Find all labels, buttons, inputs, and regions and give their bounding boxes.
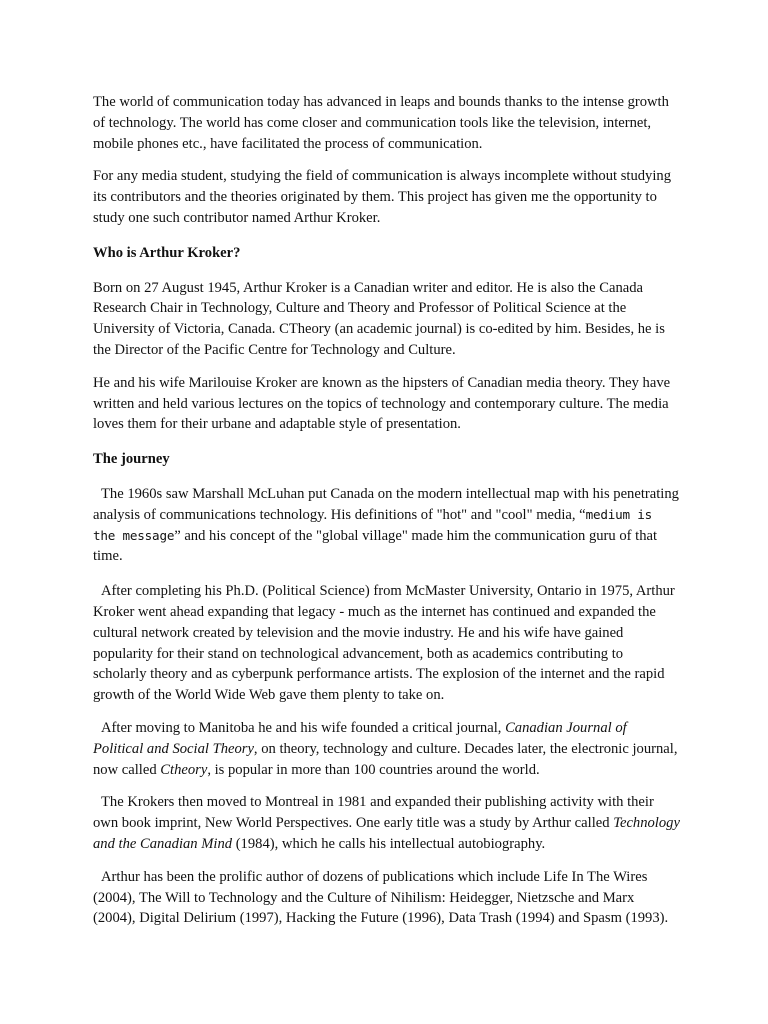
paragraph-montreal <box>93 792 680 854</box>
paragraph-phd: After completing his Ph.D. (Political Science) from McMaster University, Ontario in 1975, Arthur Kroker went ahead expanding that legacy - much as the internet has continued and expanded the cultural network created by television and the movie industry. He and his wife have gained popularity for their stand on technological advancement, both as academics contributing to scholarly theory and as cyberpunk performance artists. The explosion of the internet and the rapid growth of the World Wide Web gave them plenty to take on. <box>93 583 675 704</box>
medium-is-the-message-quote: medium is the message <box>93 506 653 543</box>
book-title-italic: Technology and the Canadian Mind <box>93 815 680 852</box>
paragraph-montreal-text-b: (1984), which he calls his intellectual autobiography. <box>232 835 546 852</box>
paragraph-publications: Arthur has been the prolific author of dozens of publications which include Life In The Wires (2004), The Will to Technology and the Culture of Nihilism: Heidegger, Nietzsche and Marx (2004), Digital Delirium (1997), Hacking the Future (1996), Data Trash (1994) and Spasm (1993). <box>93 868 669 927</box>
paragraph-montreal-text-a: The Krokers then moved to Montreal in 1981 and expanded their publishing activity with their own book imprint, New World Perspectives. One early title was a study by Arthur called <box>93 794 654 832</box>
paragraph-mcluhan-text-b: ” and his concept of the "global village" made him the communication guru of that time. <box>93 527 658 565</box>
heading-who-is-arthur-kroker: Who is Arthur Kroker? <box>93 244 241 261</box>
paragraph-media-student: For any media student, studying the field of communication is always incomplete without studying its contributors and the theories originated by them. This project has given me the opportunity to study one such contributor named Arthur Kroker. <box>93 168 671 226</box>
paragraph-biography: Born on 27 August 1945, Arthur Kroker is a Canadian writer and editor. He is also the Canada Research Chair in Technology, Culture and Theory and Professor of Political Science at the University of Victoria, Canada. CTheory (an academic journal) is co-edited by him. Besides, he is the Director of the Pacific Centre for Technology and Culture. <box>93 279 665 358</box>
journal-title-italic: Canadian Journal of Political and Social Theory <box>93 719 627 757</box>
paragraph-manitoba-text-b: , on theory, technology and culture. Decades later, the electronic journal, now called <box>93 740 678 778</box>
paragraph-manitoba <box>93 718 680 780</box>
ctheory-italic: Ctheory <box>160 761 208 778</box>
paragraph-hipsters: He and his wife Marilouise Kroker are known as the hipsters of Canadian media theory. They have written and held various lectures on the topics of technology and contemporary culture. The media loves them for their urbane and adaptable style of presentation. <box>93 374 671 433</box>
paragraph-mcluhan-text-a: The 1960s saw Marshall McLuhan put Canada on the modern intellectual map with his penetrating analysis of communications technology. His definitions of "hot" and "cool" media, “ <box>93 485 679 523</box>
paragraph-mcluhan <box>93 484 680 567</box>
paragraph-manitoba-text-a: After moving to Manitoba he and his wife founded a critical journal, <box>101 719 506 736</box>
paragraph-intro: The world of communication today has advanced in leaps and bounds thanks to the intense growth of technology. The world has come closer and communication tools like the television, internet, mobile phones etc., have facilitated the process of communication. <box>93 94 669 152</box>
heading-the-journey: The journey <box>93 451 170 468</box>
paragraph-manitoba-text-c: , is popular in more than 100 countries around the world. <box>207 761 540 778</box>
